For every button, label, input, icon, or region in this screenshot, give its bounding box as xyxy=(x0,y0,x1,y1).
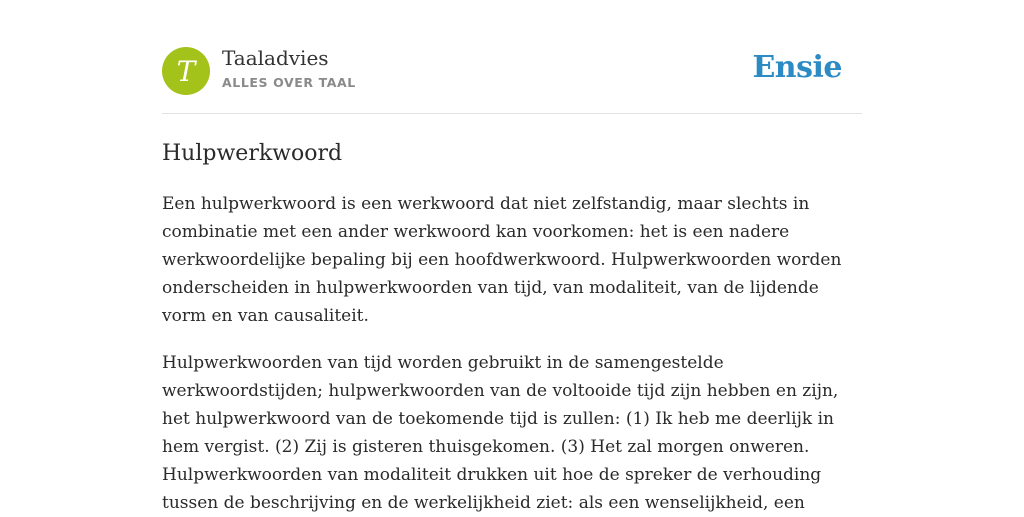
article-paragraph: Hulpwerkwoorden van tijd worden gebruikt in de samengestelde werkwoordstijden; hulpwerkwoorden van de voltooide tijd zijn hebben en zijn, het hulpwerkwoord van de toekomende tijd is zullen: (1) Ik heb me deerlijk in hem vergist. (2) Zij is gisteren thuisgekomen. (3) Het zal morgen onweren. Hulpwerkwoorden van modaliteit drukken uit hoe de spreker de verhouding tussen de beschrijving en de werkelijkheid ziet: als een wenselijkheid, een xyxy=(162,353,839,513)
site-header xyxy=(162,0,862,114)
page-container xyxy=(162,0,862,517)
brand-title-link[interactable]: Taaladvies xyxy=(222,46,329,70)
ensie-logo-link[interactable]: Ensie xyxy=(752,50,842,85)
article-title: Hulpwerkwoord xyxy=(162,141,343,166)
taaladvies-logo-icon[interactable] xyxy=(162,47,210,95)
logo-letter: T xyxy=(176,54,196,88)
article-paragraph: Een hulpwerkwoord is een werkwoord dat niet zelfstandig, maar slechts in combinatie met een ander werkwoord kan voorkomen: het is een nadere werkwoordelijke bepaling bij een hoofdwerkwoord. Hulpwerkwoorden worden onderscheiden in hulpwerkwoorden van tijd, van modaliteit, van de lijdende vorm en van causaliteit. xyxy=(162,194,842,326)
brand-subtitle: ALLES OVER TAAL xyxy=(222,75,356,90)
